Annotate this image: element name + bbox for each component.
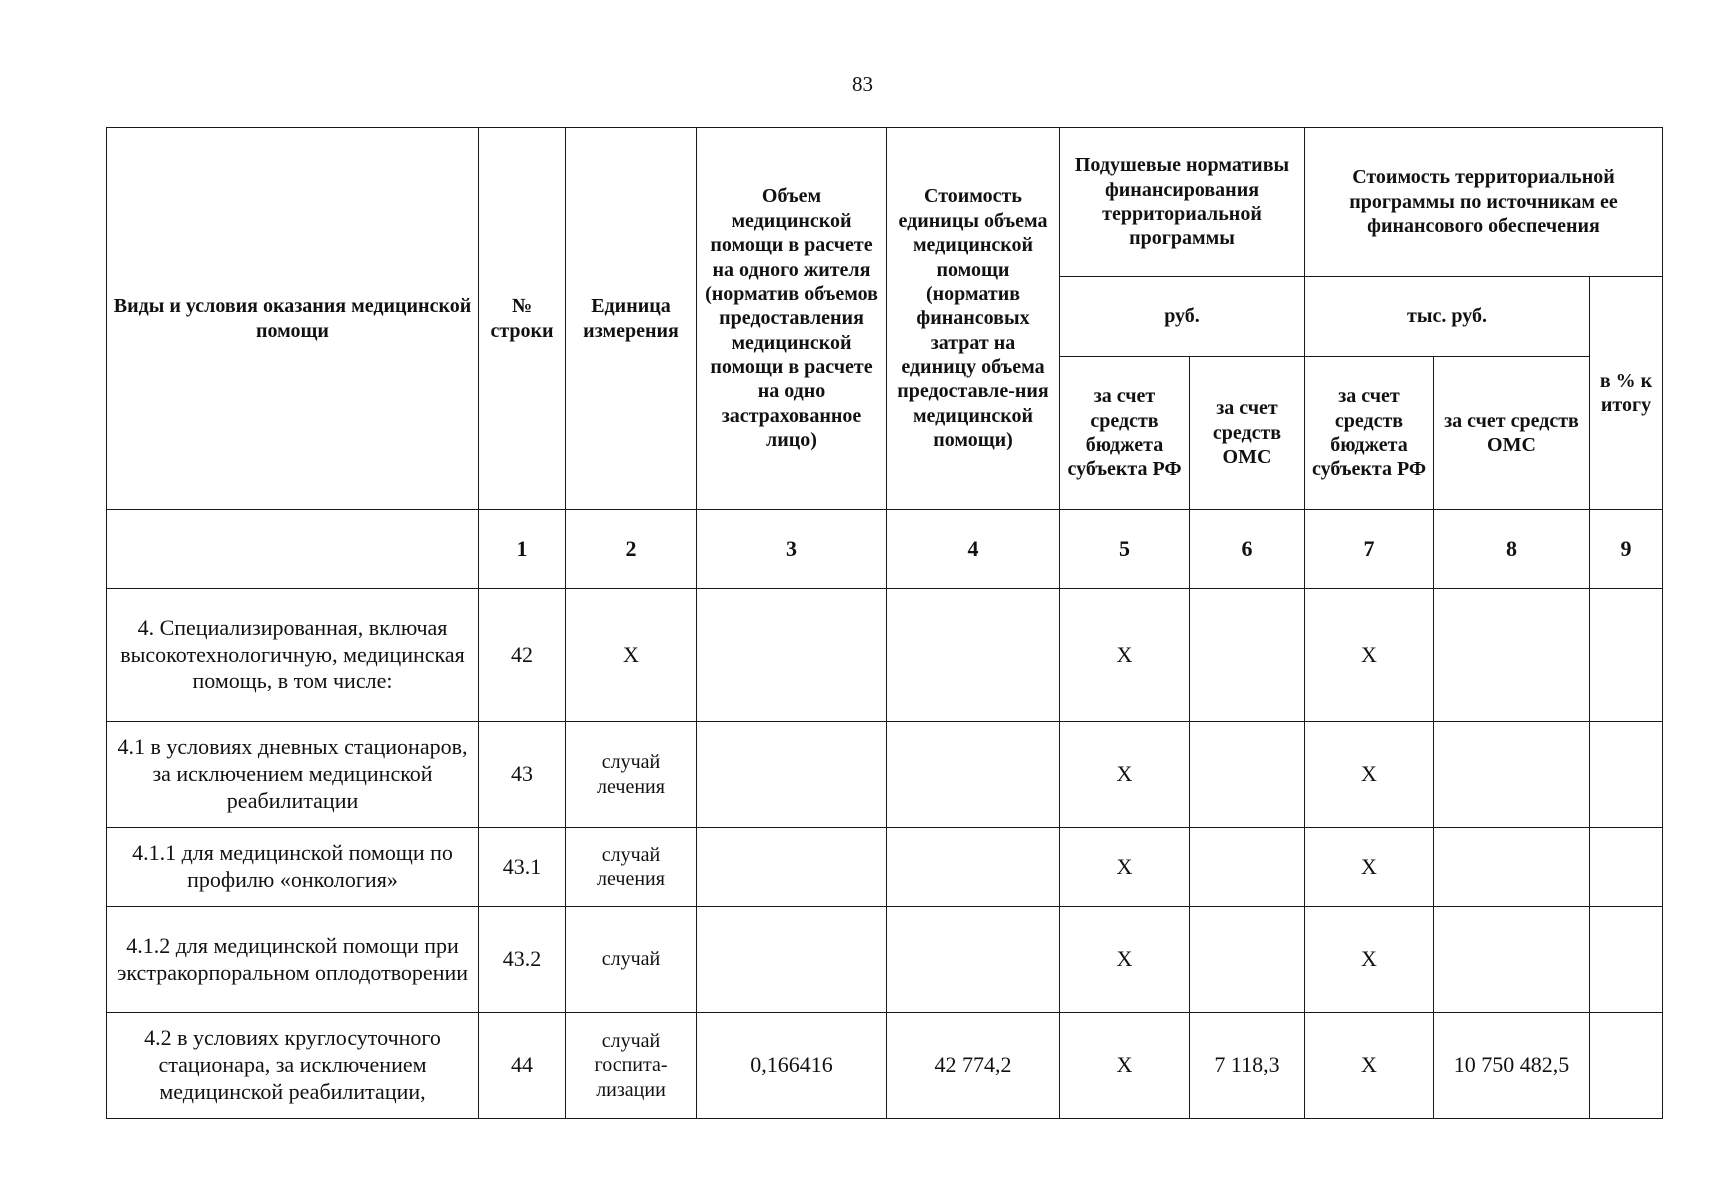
row-oms-thousand: [1434, 589, 1590, 722]
row-no: 43: [479, 722, 566, 828]
header-program-cost: Стоимость территориальной программы по источникам ее финансового обеспечения: [1305, 128, 1663, 277]
page-number: 83: [852, 72, 873, 96]
row-name: 4.1 в условиях дневных стационаров, за исключением медицинской реабилитации: [107, 722, 479, 828]
row-unit-cost: 42 774,2: [887, 1013, 1060, 1119]
header-thousand-rub: тыс. руб.: [1305, 277, 1590, 357]
row-oms-rub: [1190, 589, 1305, 722]
table-row: [107, 1013, 1663, 1119]
column-number-row: [107, 510, 1663, 589]
row-unit: случай: [566, 907, 697, 1013]
row-oms-thousand: [1434, 722, 1590, 828]
row-percent: [1590, 828, 1663, 907]
row-no: 42: [479, 589, 566, 722]
header-unit-cost: Стоимость единицы объема медицинской помощи (норматив финансовых затрат на единицу объема предоставле-ния медицинской помощи): [887, 128, 1060, 510]
row-name: 4.2 в условиях круглосуточного стационара, за исключением медицинской реабилитации,: [107, 1013, 479, 1119]
column-number: 6: [1190, 510, 1305, 589]
header-row-no: № строки: [479, 128, 566, 510]
row-unit-cost: [887, 589, 1060, 722]
table-row: [107, 589, 1663, 722]
column-number: 3: [697, 510, 887, 589]
row-name: 4. Специализированная, включая высокотехнологичную, медицинская помощь, в том числе:: [107, 589, 479, 722]
row-oms-thousand: [1434, 907, 1590, 1013]
row-volume: [697, 907, 887, 1013]
table-row: [107, 907, 1663, 1013]
header-volume: Объем медицинской помощи в расчете на одного жителя (норматив объемов предоставления медицинской помощи в расчете на одно застрахованное лицо): [697, 128, 887, 510]
header-budget-subject-2: за счет средств бюджета субъекта РФ: [1305, 357, 1434, 510]
header-budget-subject: за счет средств бюджета субъекта РФ: [1060, 357, 1190, 510]
row-budget-rub: Х: [1060, 828, 1190, 907]
row-budget-thousand: Х: [1305, 907, 1434, 1013]
column-number: 2: [566, 510, 697, 589]
row-volume: 0,166416: [697, 1013, 887, 1119]
row-oms-rub: 7 118,3: [1190, 1013, 1305, 1119]
row-budget-rub: Х: [1060, 1013, 1190, 1119]
header-oms-2: за счет средств ОМС: [1434, 357, 1590, 510]
row-volume: [697, 828, 887, 907]
column-number: 7: [1305, 510, 1434, 589]
row-no: 43.2: [479, 907, 566, 1013]
row-percent: [1590, 589, 1663, 722]
header-percent-total: в % к итогу: [1590, 277, 1663, 510]
financing-table: [106, 127, 1663, 1119]
row-budget-thousand: Х: [1305, 722, 1434, 828]
column-number: [107, 510, 479, 589]
row-unit-cost: [887, 722, 1060, 828]
column-number: 1: [479, 510, 566, 589]
row-budget-rub: Х: [1060, 589, 1190, 722]
row-name: 4.1.2 для медицинской помощи при экстракорпоральном оплодотворении: [107, 907, 479, 1013]
row-percent: [1590, 907, 1663, 1013]
row-unit-cost: [887, 907, 1060, 1013]
header-per-capita: Подушевые нормативы финансирования территориальной программы: [1060, 128, 1305, 277]
row-name: 4.1.1 для медицинской помощи по профилю «онкология»: [107, 828, 479, 907]
table-row: [107, 828, 1663, 907]
row-budget-thousand: Х: [1305, 1013, 1434, 1119]
column-number: 8: [1434, 510, 1590, 589]
row-budget-rub: Х: [1060, 722, 1190, 828]
column-number: 4: [887, 510, 1060, 589]
row-unit: случай лечения: [566, 828, 697, 907]
header-rub: руб.: [1060, 277, 1305, 357]
column-number: 9: [1590, 510, 1663, 589]
row-unit: случай госпита-лизации: [566, 1013, 697, 1119]
row-budget-thousand: Х: [1305, 589, 1434, 722]
header-types-conditions: Виды и условия оказания медицинской помощи: [107, 128, 479, 510]
row-budget-thousand: Х: [1305, 828, 1434, 907]
row-oms-thousand: [1434, 828, 1590, 907]
table-row: [107, 722, 1663, 828]
row-no: 43.1: [479, 828, 566, 907]
row-percent: [1590, 1013, 1663, 1119]
row-no: 44: [479, 1013, 566, 1119]
header-oms: за счет средств ОМС: [1190, 357, 1305, 510]
row-volume: [697, 589, 887, 722]
row-unit: случай лечения: [566, 722, 697, 828]
row-oms-rub: [1190, 722, 1305, 828]
row-oms-thousand: 10 750 482,5: [1434, 1013, 1590, 1119]
row-oms-rub: [1190, 828, 1305, 907]
header-unit: Единица измерения: [566, 128, 697, 510]
row-unit: Х: [566, 589, 697, 722]
row-percent: [1590, 722, 1663, 828]
column-number: 5: [1060, 510, 1190, 589]
row-budget-rub: Х: [1060, 907, 1190, 1013]
row-unit-cost: [887, 828, 1060, 907]
row-oms-rub: [1190, 907, 1305, 1013]
row-volume: [697, 722, 887, 828]
